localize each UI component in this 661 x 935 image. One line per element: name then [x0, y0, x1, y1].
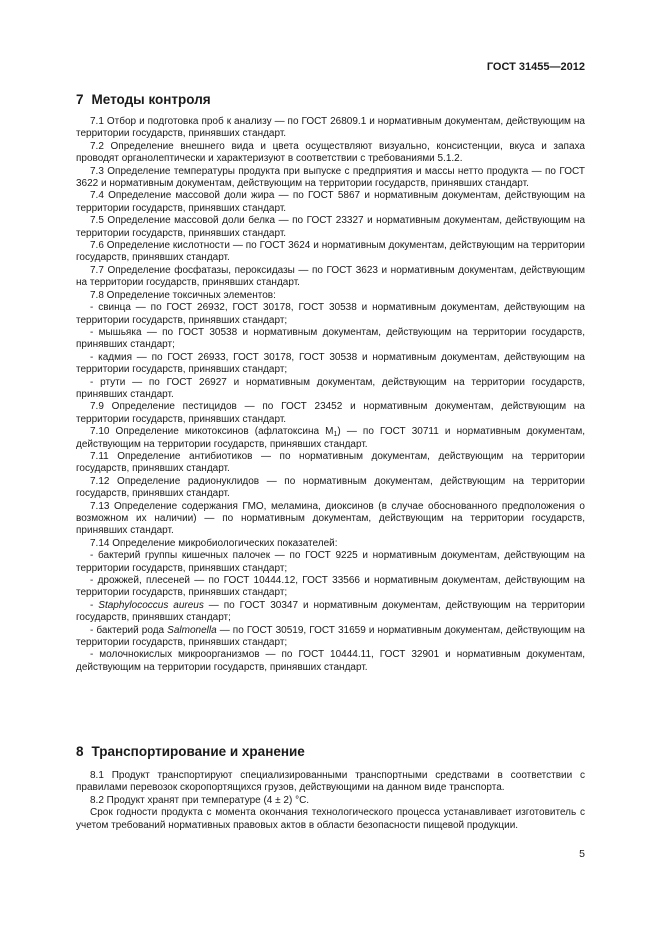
list-item-salmonella: [76, 625, 585, 650]
salm-prefix: - бактерий рода: [90, 624, 168, 636]
paragraph-7-9: 7.9 Определение пестицидов — по ГОСТ 23452 и нормативным документам, действующим на территории государств, принявших стандарт.: [76, 401, 585, 425]
paragraph-7-10: [76, 426, 585, 451]
document-header-id: ГОСТ 31455—2012: [486, 61, 585, 73]
list-item-mercury: - ртути — по ГОСТ 26927 и нормативным документам, действующим на территории государств, принявших стандарт.: [76, 376, 585, 400]
paragraph-8-2: 8.2 Продукт хранят при температуре (4 ± 2) °С.: [90, 794, 310, 806]
section-8-heading: [76, 744, 305, 759]
list-item-arsenic: - мышьяка — по ГОСТ 30538 и нормативным документам, действующим на территории государств, принявших стандарт;: [76, 326, 585, 351]
list-item-coliforms: - бактерий группы кишечных палочек — по ГОСТ 9225 и нормативным документам, действующим на территории государств, принявших стандарт;: [76, 550, 585, 574]
list-item-staphylococcus: [76, 600, 585, 625]
section-7-body: [76, 116, 585, 674]
paragraph-shelf-life: Срок годности продукта с момента окончания технологического процесса устанавливает изготовитель с учетом требований нормативных правовых актов в области безопасности пищевой продукции.: [76, 807, 585, 831]
paragraph-7-4: 7.4 Определение массовой доли жира — по ГОСТ 5867 и нормативным документам, действующим на территории государств, принявших стандарт.: [76, 190, 585, 214]
paragraph-7-13: 7.13 Определение содержания ГМО, меламина, диоксинов (в случае обоснованного предположения о возможном их наличии) — по нормативным документам, действующим на территории государств, принявших стандарт.: [76, 500, 585, 537]
paragraph-7-2: 7.2 Определение внешнего вида и цвета осуществляют визуально, консистенции, вкуса и запаха проводят органолептически и характеризуют в соответствии с требованиями 5.1.2.: [76, 140, 585, 165]
paragraph-7-11: 7.11 Определение антибиотиков — по нормативным документам, действующим на территории государств, принявших стандарт.: [76, 450, 585, 475]
paragraph-8-1: 8.1 Продукт транспортируют специализированными транспортными средствами в соответствии с правилами перевозок скоропортящихся грузов, действующими на данном виде транспорта.: [76, 770, 585, 794]
section-8-number: 8: [76, 744, 84, 759]
section-7-number: 7: [76, 92, 84, 107]
staph-italic: Staphylococcus aureus: [98, 599, 204, 611]
list-item-lead: - свинца — по ГОСТ 26932, ГОСТ 30178, ГОСТ 30538 и нормативным документам, действующим на территории государств, принявших стандарт;: [76, 302, 585, 326]
salm-italic: Salmonella: [167, 624, 217, 636]
list-item-yeasts: - дрожжей, плесеней — по ГОСТ 10444.12, ГОСТ 33566 и нормативным документам, действующим на территории государств, принявших стандарт;: [76, 575, 585, 599]
section-7-heading: [76, 92, 211, 107]
staph-prefix: -: [90, 599, 99, 611]
paragraph-7-14: 7.14 Определение микробиологических показателей:: [90, 537, 338, 549]
paragraph-7-8: 7.8 Определение токсичных элементов:: [90, 289, 276, 301]
p710-part-a: 7.10 Определение микотоксинов (афлатоксина М: [90, 426, 334, 438]
salm-rest: — по ГОСТ 30519, ГОСТ 31659 и нормативным документам, действующим на территории государств, принявших стандарт;: [76, 624, 585, 649]
section-7-title: Методы контроля: [91, 92, 211, 107]
page-number: 5: [579, 848, 585, 860]
paragraph-7-12: 7.12 Определение радионуклидов — по нормативным документам, действующим на территории государств, принявших стандарт.: [76, 475, 585, 500]
paragraph-7-7: 7.7 Определение фосфатазы, пероксидазы — по ГОСТ 3623 и нормативным документам, действующим на территории государств, принявших стандарт.: [76, 264, 585, 289]
p710-subscript: 1: [333, 431, 338, 439]
paragraph-7-3: 7.3 Определение температуры продукта при выпуске с предприятия и массы нетто продукта — по ГОСТ 3622 и нормативным документам, действующим на территории государств, принявших стандарт.: [76, 165, 585, 190]
list-item-lactic: - молочнокислых микроорганизмов — по ГОСТ 10444.11, ГОСТ 32901 и нормативным документам, действующим на территории государств, принявших стандарт.: [76, 649, 585, 673]
list-item-cadmium: - кадмия — по ГОСТ 26933, ГОСТ 30178, ГОСТ 30538 и нормативным документам, действующим на территории государств, принявших стандарт;: [76, 351, 585, 376]
paragraph-7-1: 7.1 Отбор и подготовка проб к анализу — по ГОСТ 26809.1 и нормативным документам, действующим на территории государств, принявших стандарт.: [76, 116, 585, 140]
paragraph-7-6: 7.6 Определение кислотности — по ГОСТ 3624 и нормативным документам, действующим на территории государств, принявших стандарт.: [76, 240, 585, 264]
section-8-body: [76, 770, 585, 832]
staph-rest: — по ГОСТ 30347 и нормативным документам, действующим на территории государств, принявших стандарт;: [76, 599, 585, 624]
paragraph-7-5: 7.5 Определение массовой доли белка — по ГОСТ 23327 и нормативным документам, действующим на территории государств, принявших стандарт.: [76, 215, 585, 239]
p710-part-b: ) — по ГОСТ 30711 и нормативным документам, действующим на территории государств, принявших стандарт.: [76, 426, 586, 450]
section-8-title: Транспортирование и хранение: [91, 744, 305, 759]
